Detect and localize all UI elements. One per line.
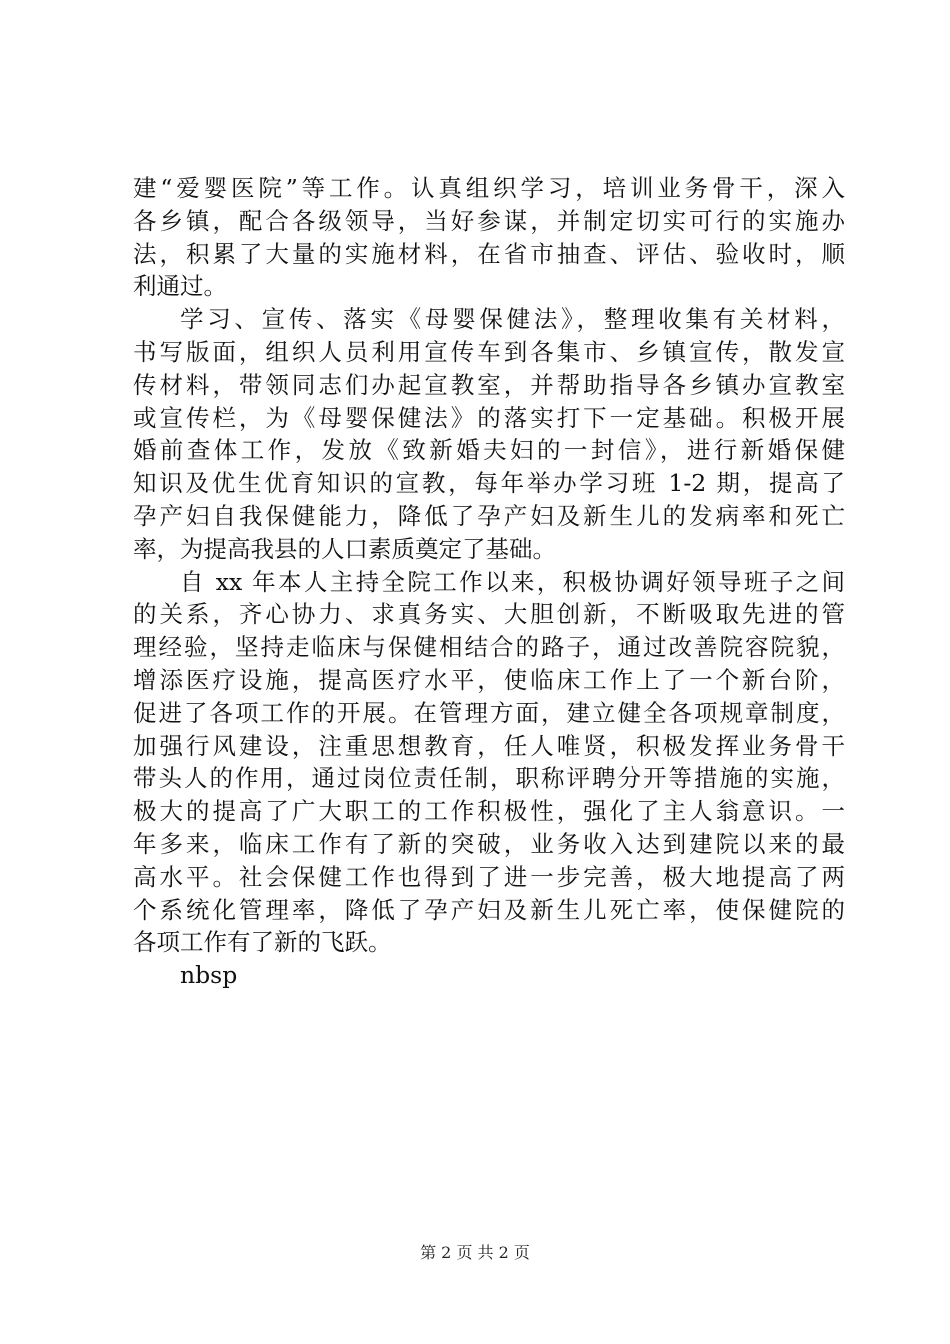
text-line: 年多来，临床工作有了新的突破，业务收入达到建院以来的最 xyxy=(133,829,845,858)
text-line: 法，积累了大量的实施材料，在省市抽查、评估、验收时，顺 xyxy=(133,239,845,268)
trailing-text-line: nbsp xyxy=(180,961,238,990)
text-line: 婚前查体工作，发放《致新婚夫妇的一封信》，进行新婚保健 xyxy=(133,436,845,465)
text-line: 增添医疗设施，提高医疗水平，使临床工作上了一个新台阶， xyxy=(133,665,845,694)
paragraph-first-line: 自 xx 年本人主持全院工作以来，积极协调好领导班子之间 xyxy=(180,567,845,596)
text-line: 高水平。社会保健工作也得到了进一步完善，极大地提高了两 xyxy=(133,862,845,891)
text-line: 极大的提高了广大职工的工作积极性，强化了主人翁意识。一 xyxy=(133,797,845,826)
text-line: 孕产妇自我保健能力，降低了孕产妇及新生儿的发病率和死亡 xyxy=(133,501,845,530)
text-line: 加强行风建设，注重思想教育，任人唯贤，积极发挥业务骨干 xyxy=(133,731,845,760)
paragraph-first-line: 学习、宣传、落实《母婴保健法》，整理收集有关材料， xyxy=(180,305,845,334)
body-text xyxy=(133,172,845,992)
text-line: 各项工作有了新的飞跃。 xyxy=(133,928,392,957)
page-footer: 第 2 页 共 2 页 xyxy=(420,1243,530,1262)
text-line: 理经验，坚持走临床与保健相结合的路子，通过改善院容院貌， xyxy=(133,633,845,662)
text-line: 传材料，带领同志们办起宣教室，并帮助指导各乡镇办宣教室 xyxy=(133,370,845,399)
text-line: 率，为提高我县的人口素质奠定了基础。 xyxy=(133,534,556,563)
text-line: 利通过。 xyxy=(133,272,227,301)
text-line: 带头人的作用，通过岗位责任制，职称评聘分开等措施的实施， xyxy=(133,764,845,793)
text-line: 书写版面，组织人员利用宣传车到各集市、乡镇宣传，散发宣 xyxy=(133,337,845,366)
text-line: 知识及优生优育知识的宣教，每年举办学习班 1-2 期，提高了 xyxy=(133,469,845,498)
text-line: 的关系，齐心协力、求真务实、大胆创新，不断吸取先进的管 xyxy=(133,600,845,629)
text-line: 各乡镇，配合各级领导，当好参谋，并制定切实可行的实施办 xyxy=(133,206,845,235)
text-line: 建“爱婴医院”等工作。认真组织学习，培训业务骨干，深入 xyxy=(133,174,845,202)
text-line: 或宣传栏，为《母婴保健法》的落实打下一定基础。积极开展 xyxy=(133,403,845,432)
text-line: 个系统化管理率，降低了孕产妇及新生儿死亡率，使保健院的 xyxy=(133,895,845,924)
text-line: 促进了各项工作的开展。在管理方面，建立健全各项规章制度， xyxy=(133,698,845,727)
